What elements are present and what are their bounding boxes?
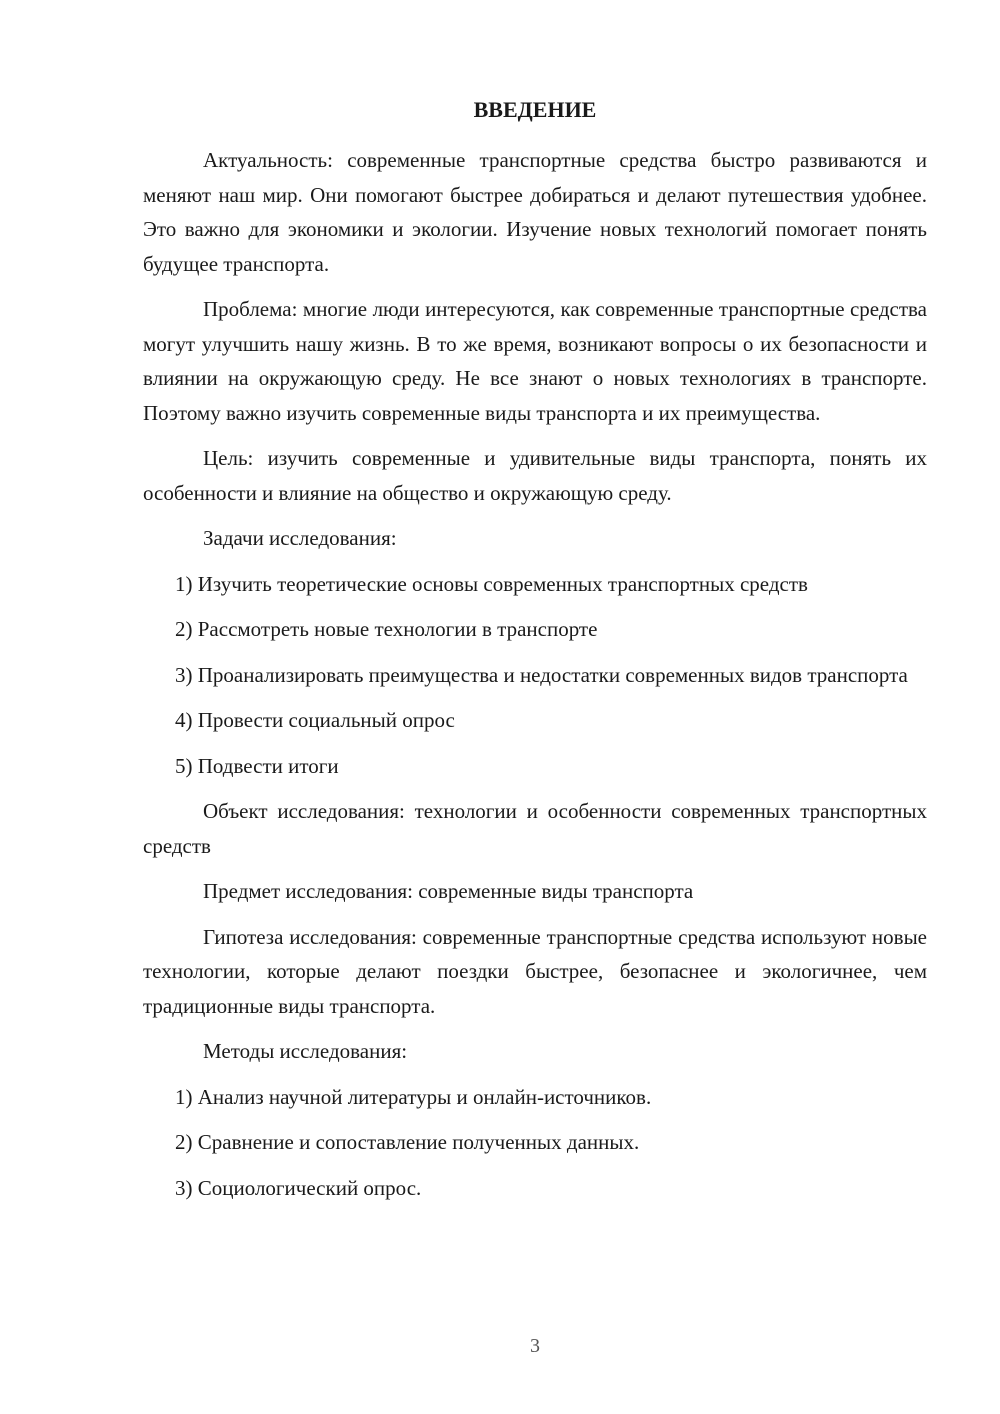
method-item: 3) Социологический опрос. xyxy=(175,1175,422,1200)
task-item: 3) Проанализировать преимущества и недостатки современных видов транспорта xyxy=(175,662,908,687)
problem-paragraph: Проблема: многие люди интересуются, как современные транспортные средства могут улучшить нашу жизнь. В то же время, возникают вопросы о их безопасности и влиянии на окружающую среду. Не все знают о новых технологиях в транспорте. Поэтому важно изучить современные виды транспорта и их преимущества. xyxy=(143,297,927,425)
hypothesis-paragraph: Гипотеза исследования: современные транспортные средства используют новые технологии, которые делают поездки быстрее, безопаснее и экологичнее, чем традиционные виды транспорта. xyxy=(143,924,927,1018)
document-body xyxy=(143,143,927,1216)
task-item: 4) Провести социальный опрос xyxy=(175,708,455,732)
method-item: 1) Анализ научной литературы и онлайн-источников. xyxy=(175,1084,652,1109)
relevance-paragraph: Актуальность: современные транспортные средства быстро развиваются и меняют наш мир. Они помогают быстрее добираться и делают путешествия удобнее. Это важно для экономики и экологии. Изучение новых технологий помогает понять будущее транспорта. xyxy=(143,148,927,276)
task-item: 1) Изучить теоретические основы современных транспортных средств xyxy=(175,571,808,596)
task-item: 5) Подвести итоги xyxy=(175,753,339,778)
task-item: 2) Рассмотреть новые технологии в транспорте xyxy=(175,617,598,641)
methods-heading: Методы исследования: xyxy=(203,1039,408,1063)
page-number: 3 xyxy=(530,1335,540,1357)
method-item: 2) Сравнение и сопоставление полученных данных. xyxy=(175,1130,640,1154)
goal-paragraph: Цель: изучить современные и удивительные виды транспорта, понять их особенности и влияние на общество и окружающую среду. xyxy=(143,446,927,505)
subject-paragraph: Предмет исследования: современные виды транспорта xyxy=(203,879,694,903)
section-title: ВВЕДЕНИЕ xyxy=(473,97,597,122)
tasks-heading: Задачи исследования: xyxy=(203,526,397,550)
object-paragraph: Объект исследования: технологии и особенности современных транспортных средств xyxy=(143,799,927,858)
